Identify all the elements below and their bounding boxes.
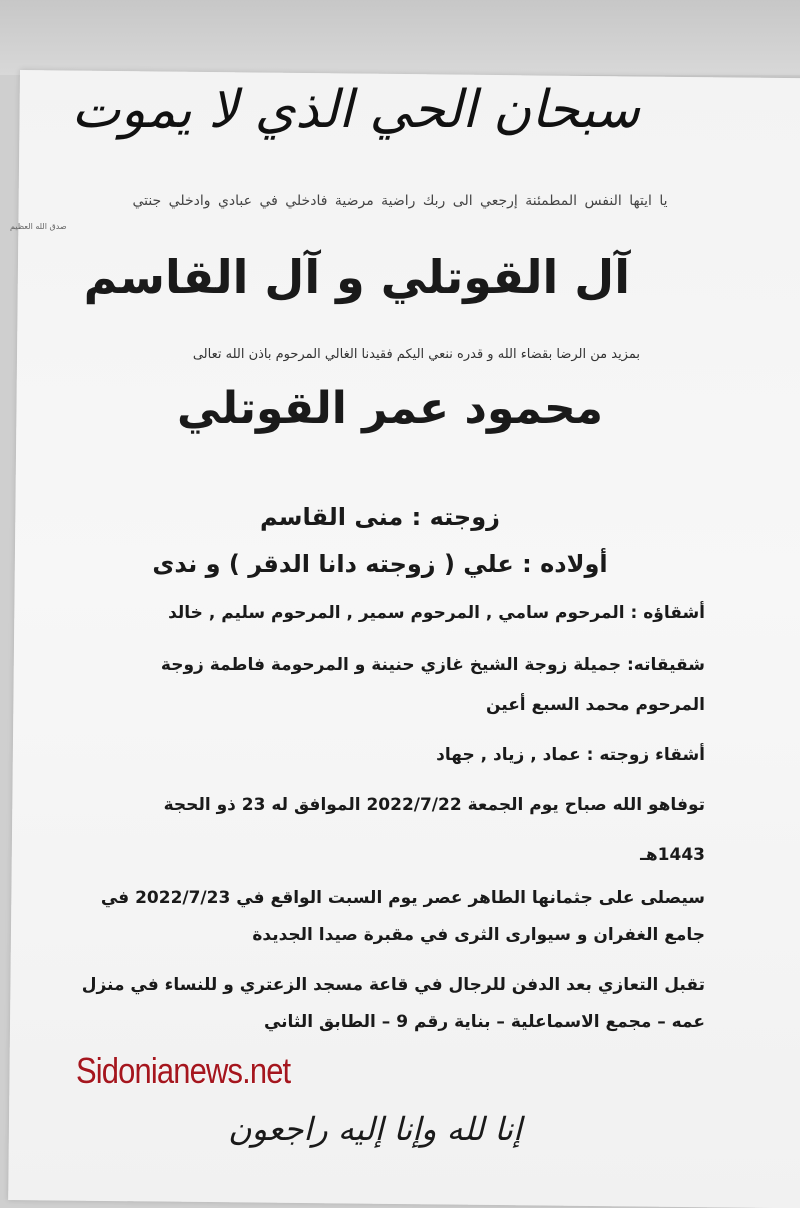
site-watermark: Sidonianews.net <box>76 1050 291 1091</box>
funeral-line-2: جامع الغفران و سيوارى الثرى في مقبرة صيدا الجديدة <box>252 925 705 945</box>
header-calligraphy: سبحان الحي الذي لا يموت <box>71 80 640 140</box>
children-line: أولاده : علي ( زوجته دانا الدقر ) و ندى <box>152 550 608 578</box>
verse-source: صدق الله العظيم <box>10 222 67 231</box>
brothers-line: أشقاؤه : المرحوم سامي , المرحوم سمير , المرحوم سليم , خالد <box>168 603 705 623</box>
wife-brothers-line: أشقاء زوجته : عماد , زياد , جهاد <box>436 745 705 765</box>
deceased-name: محمود عمر القوتلي <box>176 383 604 434</box>
obituary-sheet <box>8 70 800 1208</box>
death-date-line-1: توفاهو الله صباح يوم الجمعة 2022/7/22 الموافق له 23 ذو الحجة <box>163 795 705 815</box>
sisters-line-2: المرحوم محمد السبع أعين <box>485 695 705 715</box>
photo-background <box>0 0 800 75</box>
families-heading: آل القوتلي و آل القاسم <box>83 250 630 304</box>
death-date-line-2: 1443هـ <box>640 845 705 865</box>
wife-line: زوجته : منى القاسم <box>260 503 500 531</box>
sisters-line-1: شقيقاته: جميلة زوجة الشيخ غازي حنينة و المرحومة فاطمة زوجة <box>160 655 705 675</box>
quran-verse: يا ايتها النفس المطمئنة إرجعي الى ربك راضية مرضية فادخلي في عبادي وادخلي جنتي <box>132 193 668 209</box>
condolences-line-1: تقبل التعازي بعد الدفن للرجال في قاعة مسجد الزعتري و للنساء في منزل <box>81 975 705 995</box>
closing-calligraphy: إنا لله وإنا إليه راجعون <box>228 1110 522 1148</box>
condolences-line-2: عمه – مجمع الاسماعلية – بناية رقم 9 – الطابق الثاني <box>263 1012 705 1032</box>
funeral-line-1: سيصلى على جثمانها الطاهر عصر يوم السبت الواقع في 2022/7/23 في <box>100 888 705 908</box>
intro-text: بمزيد من الرضا بقضاء الله و قدره ننعي اليكم فقيدنا الغالي المرحوم باذن الله تعالى <box>192 347 640 362</box>
